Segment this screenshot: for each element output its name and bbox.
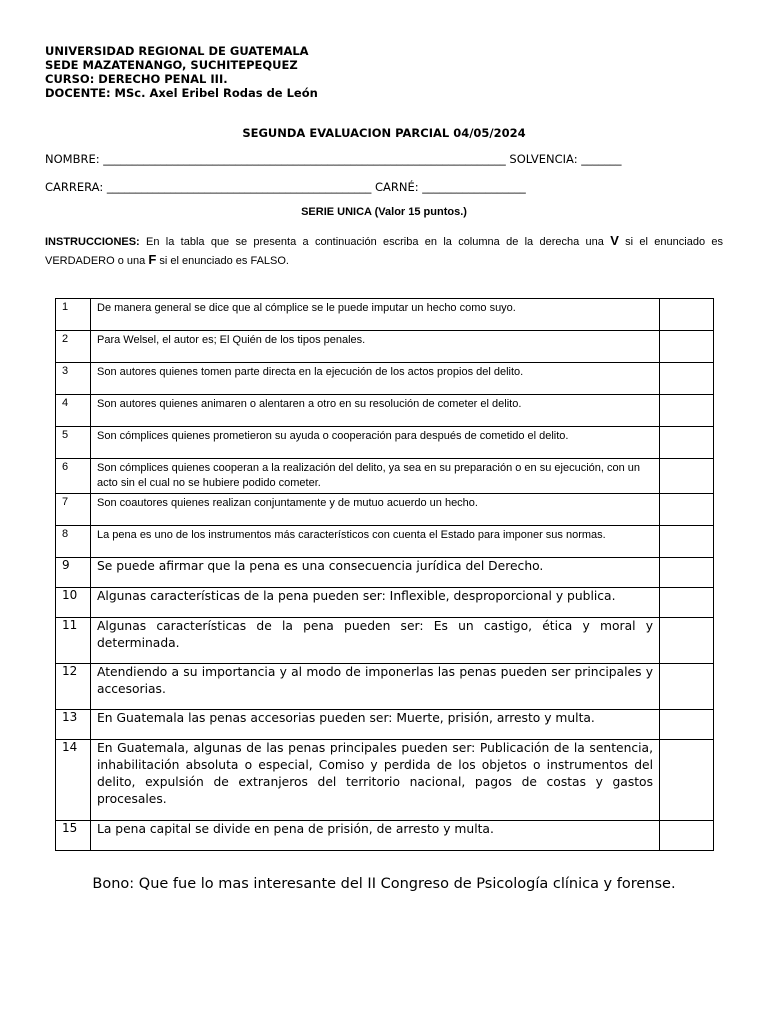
item-number: 11 bbox=[56, 618, 91, 664]
answer-cell[interactable] bbox=[660, 526, 714, 558]
answer-cell[interactable] bbox=[660, 299, 714, 331]
instructions-text-2: si el enunciado es VERDADERO o una bbox=[45, 236, 723, 267]
table-row bbox=[56, 740, 714, 821]
exam-title: SEGUNDA EVALUACION PARCIAL 04/05/2024 bbox=[242, 126, 526, 140]
table-row bbox=[56, 427, 714, 459]
document-header bbox=[45, 44, 318, 100]
answer-cell[interactable] bbox=[660, 331, 714, 363]
item-number: 9 bbox=[56, 558, 91, 588]
answer-cell[interactable] bbox=[660, 363, 714, 395]
table-row bbox=[56, 588, 714, 618]
nombre-solvencia-line: NOMBRE: ______________________________________________________________________ SOLVENCIA: _______ bbox=[45, 152, 622, 166]
item-number: 12 bbox=[56, 664, 91, 710]
university-name: UNIVERSIDAD REGIONAL DE GUATEMALA bbox=[45, 44, 309, 58]
item-number: 3 bbox=[56, 363, 91, 395]
item-statement: De manera general se dice que al cómplice se le puede imputar un hecho como suyo. bbox=[91, 299, 660, 331]
true-false-table bbox=[55, 298, 714, 851]
table-row bbox=[56, 664, 714, 710]
answer-cell[interactable] bbox=[660, 618, 714, 664]
carrera-carne-line: CARRERA: ______________________________________________ CARNÉ: __________________ bbox=[45, 180, 526, 194]
item-statement: Son coautores quienes realizan conjuntamente y de mutuo acuerdo un hecho. bbox=[91, 494, 660, 526]
answer-cell[interactable] bbox=[660, 459, 714, 494]
bonus-question: Bono: Que fue lo mas interesante del II Congreso de Psicología clínica y forense. bbox=[92, 876, 676, 892]
item-number: 5 bbox=[56, 427, 91, 459]
answer-cell[interactable] bbox=[660, 588, 714, 618]
table-row bbox=[56, 526, 714, 558]
table-row bbox=[56, 459, 714, 494]
item-statement: En Guatemala, algunas de las penas principales pueden ser: Publicación de la sentencia, inhabilitación absoluta o especial, Comiso y perdida de los objetos o instrumentos del delito, expulsión de extranjeros del territorio nacional, pagos de costas y gastos procesales. bbox=[91, 740, 660, 821]
campus-name: SEDE MAZATENANGO, SUCHITEPEQUEZ bbox=[45, 58, 298, 72]
item-statement: Algunas características de la pena pueden ser: Es un castigo, ética y moral y determinada. bbox=[91, 618, 660, 664]
item-statement: Se puede afirmar que la pena es una consecuencia jurídica del Derecho. bbox=[91, 558, 660, 588]
answer-cell[interactable] bbox=[660, 395, 714, 427]
table-row bbox=[56, 558, 714, 588]
table-row bbox=[56, 331, 714, 363]
table-row bbox=[56, 363, 714, 395]
item-number: 1 bbox=[56, 299, 91, 331]
answer-cell[interactable] bbox=[660, 740, 714, 821]
course-name: CURSO: DERECHO PENAL III. bbox=[45, 72, 228, 86]
item-number: 6 bbox=[56, 459, 91, 494]
item-statement: Son autores quienes tomen parte directa en la ejecución de los actos propios del delito. bbox=[91, 363, 660, 395]
item-statement: Son cómplices quienes prometieron su ayuda o cooperación para después de cometido el delito. bbox=[91, 427, 660, 459]
instructions-label: INSTRUCCIONES: bbox=[45, 236, 140, 248]
answer-cell[interactable] bbox=[660, 664, 714, 710]
table-row bbox=[56, 299, 714, 331]
table-row bbox=[56, 710, 714, 740]
table-row bbox=[56, 618, 714, 664]
answer-cell[interactable] bbox=[660, 494, 714, 526]
answer-cell[interactable] bbox=[660, 427, 714, 459]
teacher-name: DOCENTE: MSc. Axel Eribel Rodas de León bbox=[45, 86, 318, 100]
item-statement: Para Welsel, el autor es; El Quién de los tipos penales. bbox=[91, 331, 660, 363]
item-statement: La pena capital se divide en pena de prisión, de arresto y multa. bbox=[91, 821, 660, 851]
item-number: 14 bbox=[56, 740, 91, 821]
item-statement: Atendiendo a su importancia y al modo de imponerlas las penas pueden ser principales y accesorias. bbox=[91, 664, 660, 710]
item-statement: Son cómplices quienes cooperan a la realización del delito, ya sea en su preparación o en su ejecución, con un acto sin el cual no se hubiere podido cometer. bbox=[91, 459, 660, 494]
item-statement: Algunas características de la pena pueden ser: Inflexible, desproporcional y publica. bbox=[91, 588, 660, 618]
item-number: 2 bbox=[56, 331, 91, 363]
item-statement: La pena es uno de los instrumentos más característicos con cuenta el Estado para imponer sus normas. bbox=[91, 526, 660, 558]
item-number: 4 bbox=[56, 395, 91, 427]
answer-cell[interactable] bbox=[660, 558, 714, 588]
item-statement: En Guatemala las penas accesorias pueden ser: Muerte, prisión, arresto y multa. bbox=[91, 710, 660, 740]
item-number: 13 bbox=[56, 710, 91, 740]
instructions-paragraph bbox=[45, 232, 723, 270]
item-number: 15 bbox=[56, 821, 91, 851]
serie-title: SERIE UNICA (Valor 15 puntos.) bbox=[301, 206, 467, 218]
table-row bbox=[56, 821, 714, 851]
answer-cell[interactable] bbox=[660, 821, 714, 851]
table-row bbox=[56, 494, 714, 526]
letter-v: V bbox=[610, 233, 619, 248]
instructions-text-3: si el enunciado es FALSO. bbox=[156, 255, 289, 267]
item-statement: Son autores quienes animaren o alentaren a otro en su resolución de cometer el delito. bbox=[91, 395, 660, 427]
letter-f: F bbox=[148, 252, 157, 267]
table-row bbox=[56, 395, 714, 427]
instructions-text-1: En la tabla que se presenta a continuación escriba en la columna de la derecha una bbox=[139, 236, 611, 248]
item-number: 10 bbox=[56, 588, 91, 618]
answer-cell[interactable] bbox=[660, 710, 714, 740]
item-number: 7 bbox=[56, 494, 91, 526]
item-number: 8 bbox=[56, 526, 91, 558]
